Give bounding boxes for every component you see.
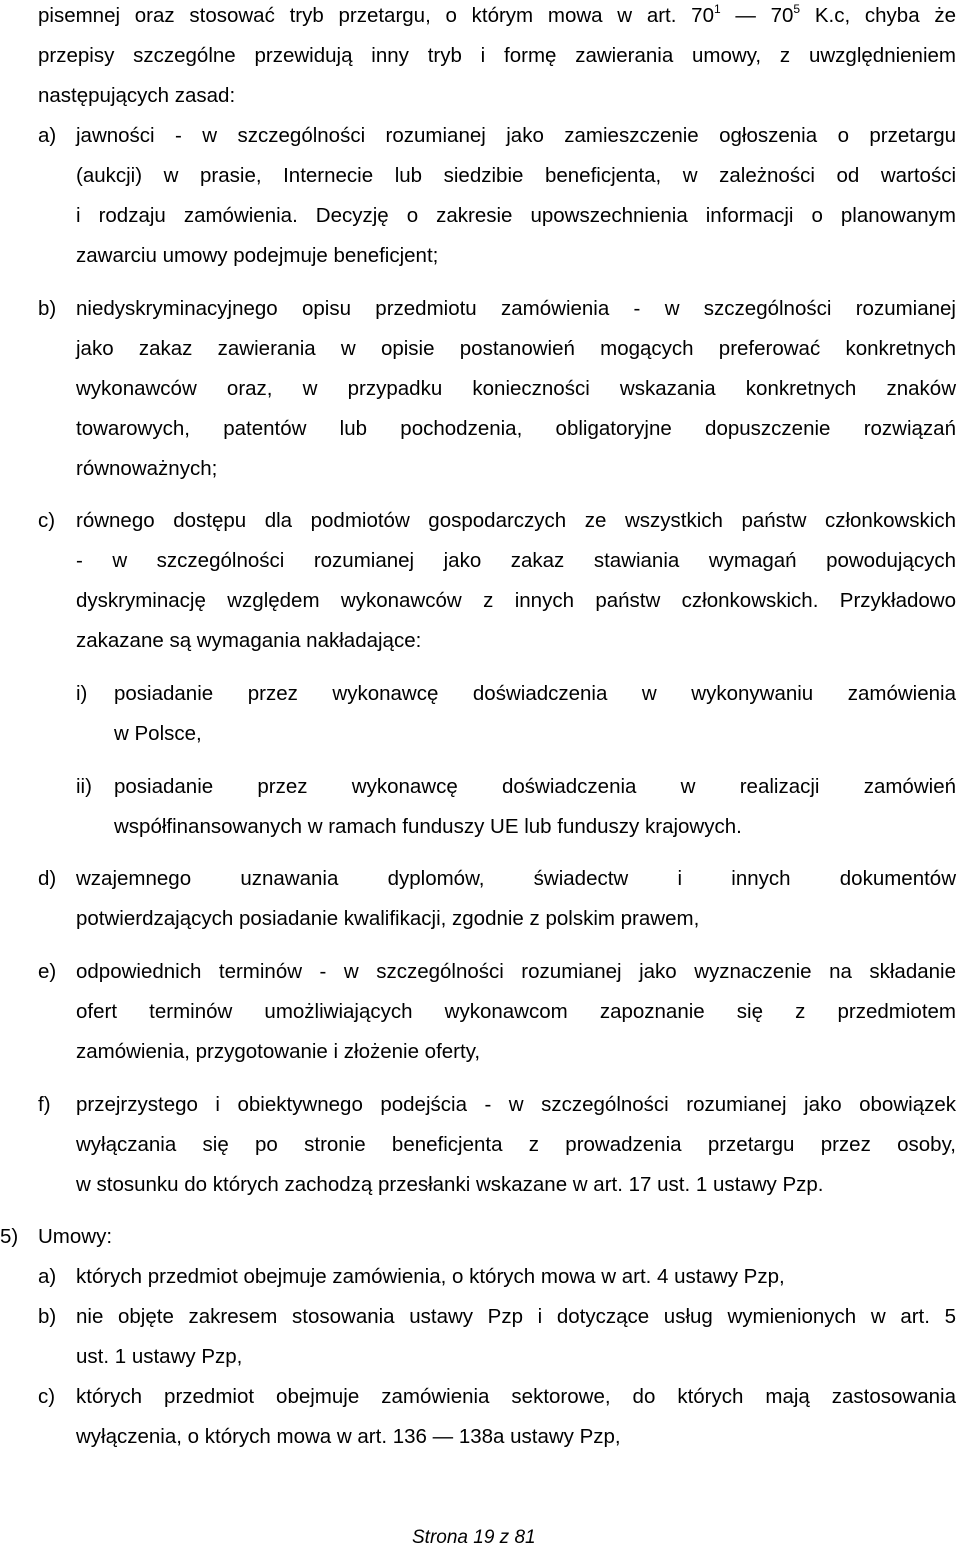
section-5-item-b-line-1: nie objęte zakresem stosowania ustawy Pzp i dotyczące usług wymienionych w art. 5 [76,1305,956,1328]
item-a-marker: a) [38,124,57,147]
item-b-line-5: równoważnych; [76,457,218,480]
section-5-item-a-marker: a) [38,1265,57,1288]
item-c-sub-ii-marker: ii) [76,775,92,798]
item-d-line-2: potwierdzających posiadanie kwalifikacji, zgodnie z polskim prawem, [76,907,700,930]
item-c-line-1: równego dostępu dla podmiotów gospodarczych ze wszystkich państw członkowskich [76,509,956,532]
section-5-item-c-line-1: których przedmiot obejmuje zamówienia sektorowe, do których mają zastosowania [76,1385,956,1408]
item-b-line-2: jako zakaz zawierania w opisie postanowień mogących preferować konkretnych [76,337,956,360]
item-e-line-2: ofert terminów umożliwiających wykonawcom zapoznanie się z przedmiotem [76,1000,956,1023]
page-number: Strona 19 z 81 [412,1527,536,1548]
item-b-line-1: niedyskryminacyjnego opisu przedmiotu zamówienia - w szczególności rozumianej [76,297,956,320]
item-d-line-1: wzajemnego uznawania dyplomów, świadectw i innych dokumentów [76,867,956,890]
item-c-sub-i-marker: i) [76,682,88,705]
item-f-marker: f) [38,1093,51,1116]
item-a-line-3: i rodzaju zamówienia. Decyzję o zakresie upowszechnienia informacji o planowanym [76,204,956,227]
item-c-line-3: dyskryminację względem wykonawców z innych państw członkowskich. Przykładowo [76,589,956,612]
item-c-sub-ii-line-2: współfinansowanych w ramach funduszy UE lub funduszy krajowych. [114,815,742,838]
section-5-item-c-line-2: wyłączenia, o których mowa w art. 136 — 138a ustawy Pzp, [76,1425,621,1448]
section-5-item-c-marker: c) [38,1385,56,1408]
item-f-line-3: w stosunku do których zachodzą przesłanki wskazane w art. 17 ust. 1 ustawy Pzp. [76,1173,824,1196]
item-b-marker: b) [38,297,57,320]
item-a-line-4: zawarciu umowy podejmuje beneficjent; [76,244,439,267]
item-e-marker: e) [38,960,57,983]
intro-line-3: następujących zasad: [38,84,236,107]
item-a-line-1: jawności - w szczególności rozumianej jako zamieszczenie ogłoszenia o przetargu [76,124,956,147]
item-c-line-2: - w szczególności rozumianej jako zakaz stawiania wymagań powodujących [76,549,956,572]
item-c-line-4: zakazane są wymagania nakładające: [76,629,422,652]
item-e-line-3: zamówienia, przygotowanie i złożenie oferty, [76,1040,481,1063]
item-f-line-2: wyłączania się po stronie beneficjenta z prowadzenia przetargu przez osoby, [76,1133,956,1156]
item-c-sub-i-line-1: posiadanie przez wykonawcę doświadczenia w wykonywaniu zamówienia [114,682,956,705]
section-5-item-b-line-2: ust. 1 ustawy Pzp, [76,1345,243,1368]
intro-line-1: pisemnej oraz stosować tryb przetargu, o którym mowa w art. $70^1$ — $70^5$ K.c, chyba że [38,2,956,27]
item-a-line-2: (aukcji) w prasie, Internecie lub siedzibie beneficjenta, w zależności od wartości [76,164,956,187]
item-c-sub-i-line-2: w Polsce, [114,722,202,745]
section-5-marker: 5) [0,1225,19,1248]
item-f-line-1: przejrzystego i obiektywnego podejścia - w szczególności rozumianej jako obowiązek [76,1093,956,1116]
intro-line-2: przepisy szczególne przewidują inny tryb i formę zawierania umowy, z uwzględnieniem [38,44,956,67]
item-e-line-1: odpowiednich terminów - w szczególności rozumianej jako wyznaczenie na składanie [76,960,956,983]
section-5-title: Umowy: [38,1225,113,1248]
section-5-item-b-marker: b) [38,1305,57,1328]
item-d-marker: d) [38,867,57,890]
item-c-sub-ii-line-1: posiadanie przez wykonawcę doświadczenia w realizacji zamówień [114,775,956,798]
item-b-line-4: towarowych, patentów lub pochodzenia, obligatoryjne dopuszczenie rozwiązań [76,417,956,440]
item-b-line-3: wykonawców oraz, w przypadku konieczności wskazania konkretnych znaków [76,377,956,400]
item-c-marker: c) [38,509,56,532]
section-5-item-a-line-1: których przedmiot obejmuje zamówienia, o których mowa w art. 4 ustawy Pzp, [76,1265,785,1288]
